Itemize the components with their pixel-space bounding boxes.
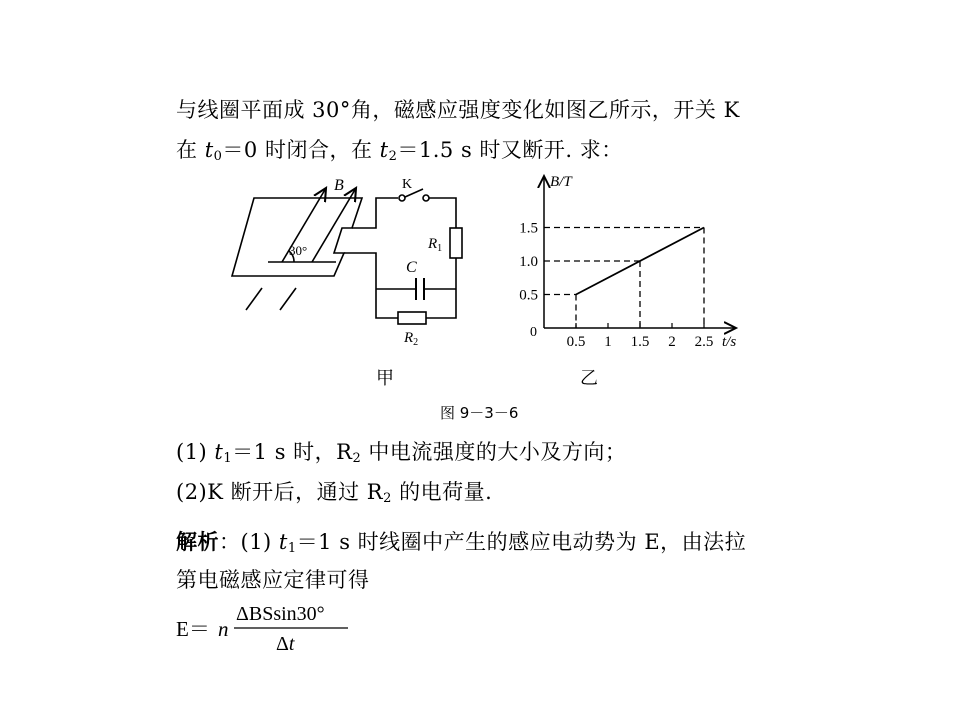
figure-caption: 图 9－3－6 <box>440 404 519 422</box>
y-axis-label: B/T <box>550 174 572 190</box>
problem-line-2-end: ＝1.5 s 时又断开. 求： <box>397 138 623 162</box>
hatch-line-1 <box>246 288 262 310</box>
angle-label: 30° <box>289 243 308 258</box>
t0-symbol: t <box>204 138 214 162</box>
emf-formula-svg <box>176 598 376 658</box>
x-axis-label: t/s <box>722 334 737 350</box>
switch-contact-left <box>399 195 405 201</box>
problem-line-1-text: 与线圈平面成 30°角，磁感应强度变化如图乙所示，开关 K <box>176 98 740 122</box>
q1-number: (1) <box>176 440 215 464</box>
right-top-wire <box>429 198 456 228</box>
solution-label: 解析 <box>176 530 219 554</box>
question-2 <box>176 476 492 506</box>
problem-line-2-start: 在 <box>176 138 205 162</box>
top-lead-wire <box>352 198 398 228</box>
x-tick-label-2: 1.5 <box>630 334 650 350</box>
b-t-graph <box>519 174 736 350</box>
x-tick-label-4: 2.5 <box>694 334 714 350</box>
hatch-line-2 <box>280 288 296 310</box>
x-tick-label-0: 0.5 <box>566 334 586 350</box>
r1-label: $R_1$ <box>428 236 443 254</box>
solution-line-1-start: ：(1) <box>219 530 279 554</box>
circuit-diagram <box>232 188 462 324</box>
resistor-r1 <box>450 228 462 258</box>
t2-symbol: t <box>379 138 389 162</box>
bottom-lead-wire <box>344 253 376 289</box>
x-tick-label-3: 2 <box>668 334 676 350</box>
t2-subscript: 2 <box>388 149 398 164</box>
solution-line-2-text: 第电磁感应定律可得 <box>176 568 370 592</box>
t1-subscript: 1 <box>223 451 233 466</box>
q2-r2-subscript: 2 <box>383 491 392 506</box>
field-label: B <box>334 177 344 194</box>
t1-symbol: t <box>214 440 224 464</box>
switch-contact-right <box>423 195 429 201</box>
formula-lhs: E＝ <box>176 617 210 641</box>
solution-t1-symbol: t <box>278 530 288 554</box>
figure-label-yi: 乙 <box>580 368 598 389</box>
r2-subscript: 2 <box>352 451 362 466</box>
q1-text-end: 中电流强度的大小及方向； <box>361 440 627 464</box>
formula-denominator: Δt <box>276 633 295 655</box>
question-1 <box>176 436 626 466</box>
capacitor-label: C <box>406 259 417 276</box>
solution-line-1 <box>176 526 746 556</box>
formula-numerator: ΔBSsin30° <box>236 603 325 625</box>
q2-text-start: (2)K 断开后，通过 R <box>176 480 384 504</box>
figure-label-jia: 甲 <box>376 368 394 389</box>
y-tick-label-1: 1.0 <box>519 254 538 270</box>
bottom-wire-left <box>376 289 398 318</box>
origin-label: 0 <box>530 325 537 340</box>
solution-line-2 <box>176 564 370 594</box>
problem-line-2-mid: ＝0 时闭合，在 <box>222 138 380 162</box>
solution-t1-subscript: 1 <box>287 541 297 556</box>
q2-text-end: 的电荷量. <box>391 480 493 504</box>
q1-text-mid: ＝1 s 时，R <box>232 440 353 464</box>
y-tick-label-0: 0.5 <box>519 287 538 304</box>
formula-n: n <box>218 617 229 641</box>
bottom-wire-right <box>426 289 456 318</box>
solution-line-1-end: ＝1 s 时线圈中产生的感应电动势为 E，由法拉 <box>296 530 747 554</box>
r2-label: $R_2$ <box>404 330 419 348</box>
switch-label: K <box>402 177 413 192</box>
emf-formula <box>176 598 376 663</box>
y-tick-label-2: 1.5 <box>519 220 538 237</box>
resistor-r2 <box>398 312 426 324</box>
t0-subscript: 0 <box>213 149 223 164</box>
x-tick-label-1: 1 <box>604 334 612 350</box>
